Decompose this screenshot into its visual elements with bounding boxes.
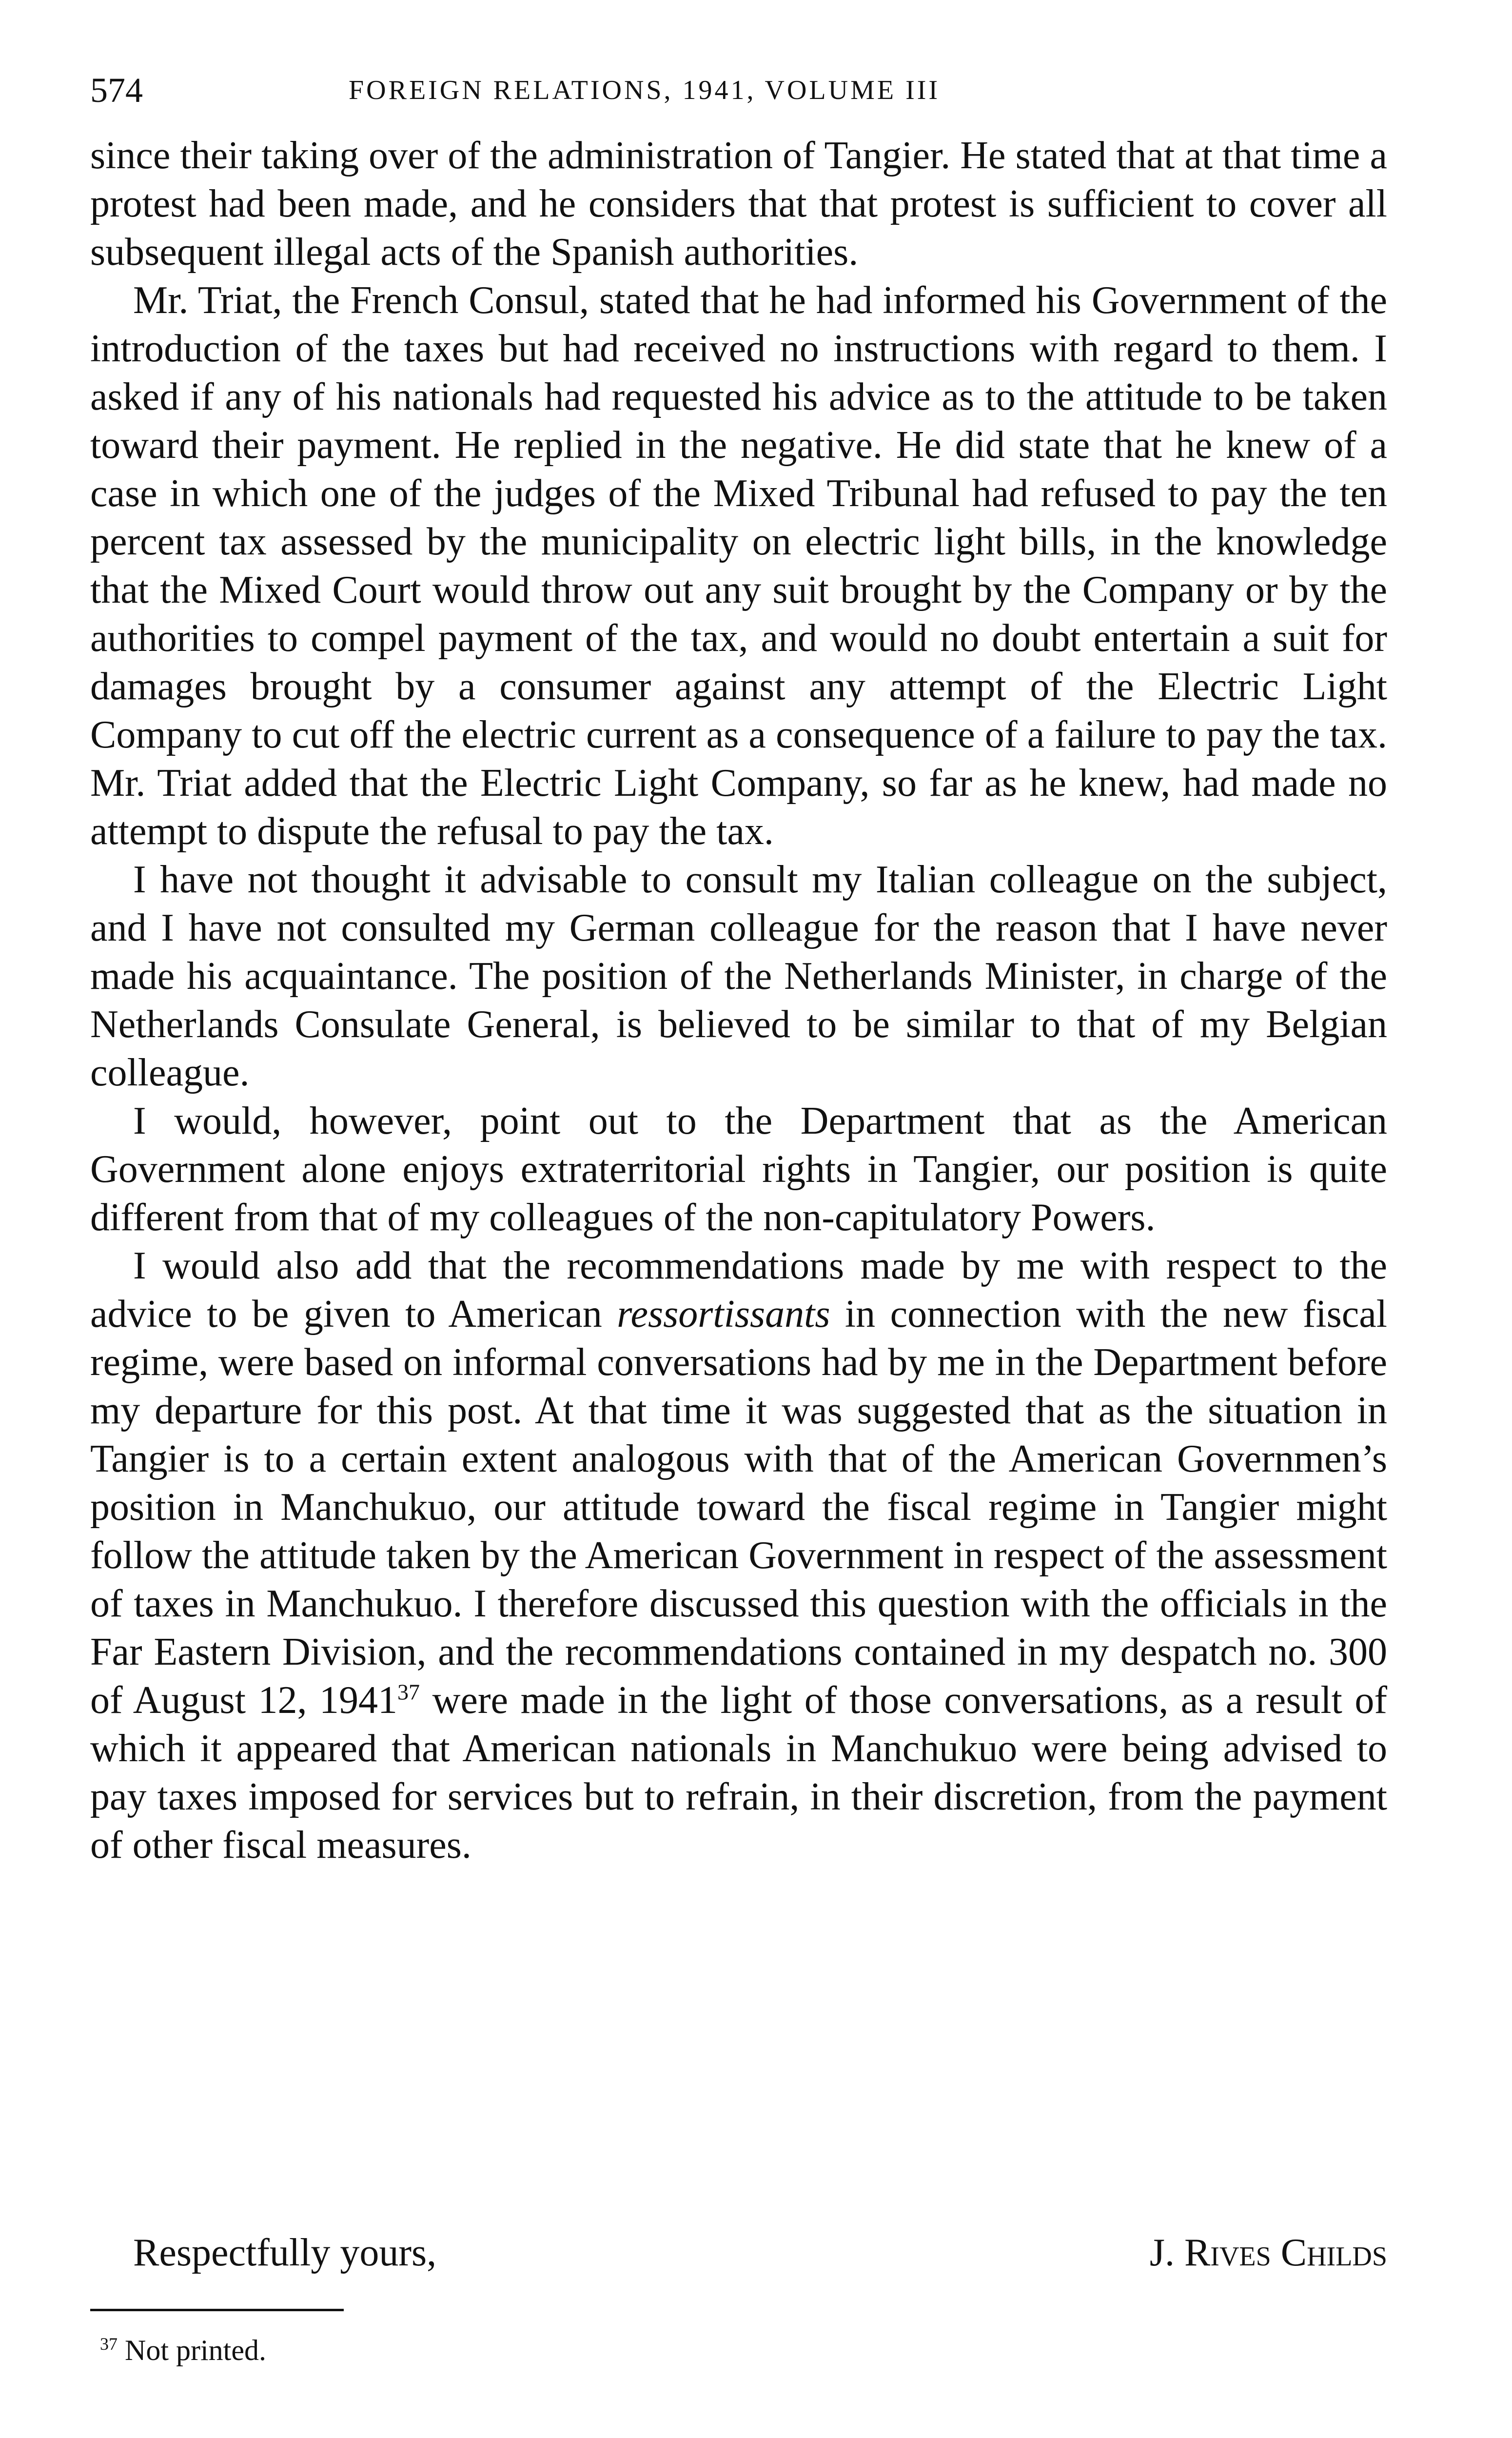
footnote-divider: [90, 2309, 344, 2311]
body-text: [90, 132, 1387, 1869]
running-head: FOREIGN RELATIONS, 1941, VOLUME III: [349, 75, 941, 105]
paragraph-extraterritorial: I would, however, point out to the Department that as the American Government alone enjoys extraterritorial rights in Tangier, our position is quite different from that of my colleagues of the non-capitulatory Powers.: [90, 1100, 1387, 1239]
italic-term: ressortissants: [617, 1293, 830, 1336]
footnote-text: Not printed.: [125, 2334, 266, 2366]
paragraph-continuation: since their taking over of the administration of Tangier. He stated that at that time a protest had been made, and he considers that that protest is sufficient to cover all subsequent illegal acts of the Spanish authorities.: [90, 134, 1387, 274]
closing-salutation: Respectfully yours,: [133, 2231, 437, 2274]
footnote: [100, 2331, 266, 2370]
paragraph-colleagues: I have not thought it advisable to consult my Italian colleague on the subject, and I have not consulted my German colleague for the reason that I have never made his acquaintance. The position of the Netherlands Minister, in charge of the Netherlands Consulate General, is believed to be similar to that of my Belgian colleague.: [90, 858, 1387, 1094]
paragraph-text: I would also add that the recommendations made by me with respect to the advice to be given to American: [90, 1244, 1387, 1336]
paragraph-french-consul: Mr. Triat, the French Consul, stated that he had informed his Government of the introduction of the taxes but had received no instructions with regard to them. I asked if any of his nationals had requested his advice as to the attitude to be taken toward their payment. He replied in the negative. He did state that he knew of a case in which one of the judges of the Mixed Tribunal had refused to pay the ten percent tax assessed by the municipality on electric light bills, in the knowledge that the Mixed Court would throw out any suit brought by the Company or by the authorities to compel payment of the tax, and would no doubt entertain a suit for damages brought by a consumer against any attempt of the Electric Light Company to cut off the electric current as a consequence of a failure to pay the tax. Mr. Triat added that the Electric Light Company, so far as he knew, had made no attempt to dispute the refusal to pay the tax.: [90, 279, 1387, 853]
page-header: [90, 63, 1387, 117]
footnote-reference: 37: [397, 1679, 420, 1705]
paragraph-recommendations: [90, 1242, 1387, 1869]
letter-closing: [90, 2228, 1387, 2282]
page-number: 574: [90, 71, 143, 110]
paragraph-text: were made in the light of those conversations, as a result of which it appeared that American nationals in Manchukuo were being advised to pay taxes imposed for services but to refrain, in their discretion, from the payment of other fiscal measures.: [90, 1679, 1387, 1867]
signature-name: J. Rives Childs: [1149, 2231, 1387, 2274]
footnote-marker: 37: [100, 2334, 118, 2354]
paragraph-text: in connection with the new fiscal regime, were based on informal conversations had by me in the Department before my departure for this post. At that time it was suggested that as the situation in Tangier is to a certain extent analogous with that of the American Governmen’s position in Manchukuo, our attitude toward the fiscal regime in Tangier might follow the attitude taken by the American Government in respect of the assessment of taxes in Manchukuo. I therefore discussed this question with the officials in the Far Eastern Division, and the recommendations contained in my despatch no. 300 of August 12, 1941: [90, 1293, 1388, 1722]
